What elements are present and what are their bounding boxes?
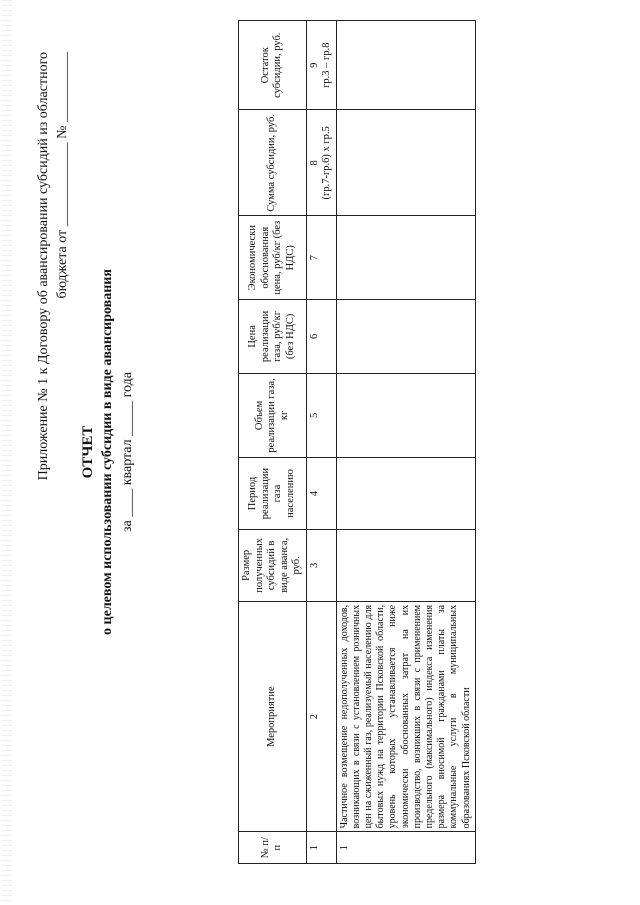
col-number-6: 6 (306, 300, 336, 374)
header-volume: Объем реализации газа, кг (239, 373, 307, 458)
report-title: ОТЧЕТ (80, 425, 96, 479)
rotated-content (20, 12, 620, 892)
row-measure: Частичное возмещение недополученных доходов, возникающих в связи с установлением розничных цен на сжиженный газ, реализуемый населению для бытовых нужд на территории Псковской области, уровень которых устанавливается ниже экономически обоснованных затрат на их производство, возникших в связи с применением предельного (максимального) индекса изменения размера вносимой гражданами платы за коммунальные услуги в муниципальных образованиях Псковской области (336, 601, 475, 832)
header-price: Цена реализации газа, руб/кг (без НДС) (239, 300, 307, 374)
report-subtitle: о целевом использовании субсидии в виде авансирования (100, 269, 115, 635)
row-econ-price (336, 216, 475, 300)
header-no: № п/п (239, 832, 307, 864)
row-price (336, 300, 475, 374)
table-row (336, 21, 475, 864)
row-amount (336, 529, 475, 601)
header-econ-price: Экономически обоснованная цена, руб/кг (без НДС) (239, 216, 307, 300)
row-no: 1 (336, 832, 475, 864)
header-period: Период реализации газа населению (239, 458, 307, 530)
col-number-2: 2 (306, 601, 336, 832)
numbers-row (306, 21, 336, 864)
row-period (336, 458, 475, 530)
col-number-5: 5 (306, 373, 336, 458)
col-number-8-value: 8 (308, 160, 320, 166)
header-row (239, 21, 307, 864)
appendix-line-1: Приложение № 1 к Договору об авансировании субсидий из областного (36, 52, 51, 481)
row-subsidy (336, 110, 475, 216)
row-volume (336, 373, 475, 458)
col-number-1: 1 (306, 832, 336, 864)
col-number-7: 7 (306, 216, 336, 300)
header-measure: Мероприятие (239, 601, 307, 832)
row-balance (336, 21, 475, 110)
col-number-9-value: 9 (308, 62, 320, 68)
col-9-formula: гр.3 – гр.8 (321, 42, 332, 88)
appendix-line-2: бюджета от ____________ № __________ (55, 52, 70, 299)
col-8-formula: (гр.7-гр.6) х гр.5 (321, 126, 332, 200)
report-period: за ____ квартал _____ года (120, 372, 135, 532)
col-number-4: 4 (306, 458, 336, 530)
report-table (238, 20, 476, 864)
appendix-reference (34, 52, 72, 772)
header-subsidy: Сумма субсидии, руб. (239, 110, 307, 216)
col-number-3: 3 (306, 529, 336, 601)
header-amount: Размер полученных субсидий в виде аванса, руб. (239, 529, 307, 601)
col-number-9 (306, 21, 336, 110)
header-balance: Остаток субсидии, руб. (239, 21, 307, 110)
col-number-8 (306, 110, 336, 216)
scan-edge (2, 0, 12, 905)
